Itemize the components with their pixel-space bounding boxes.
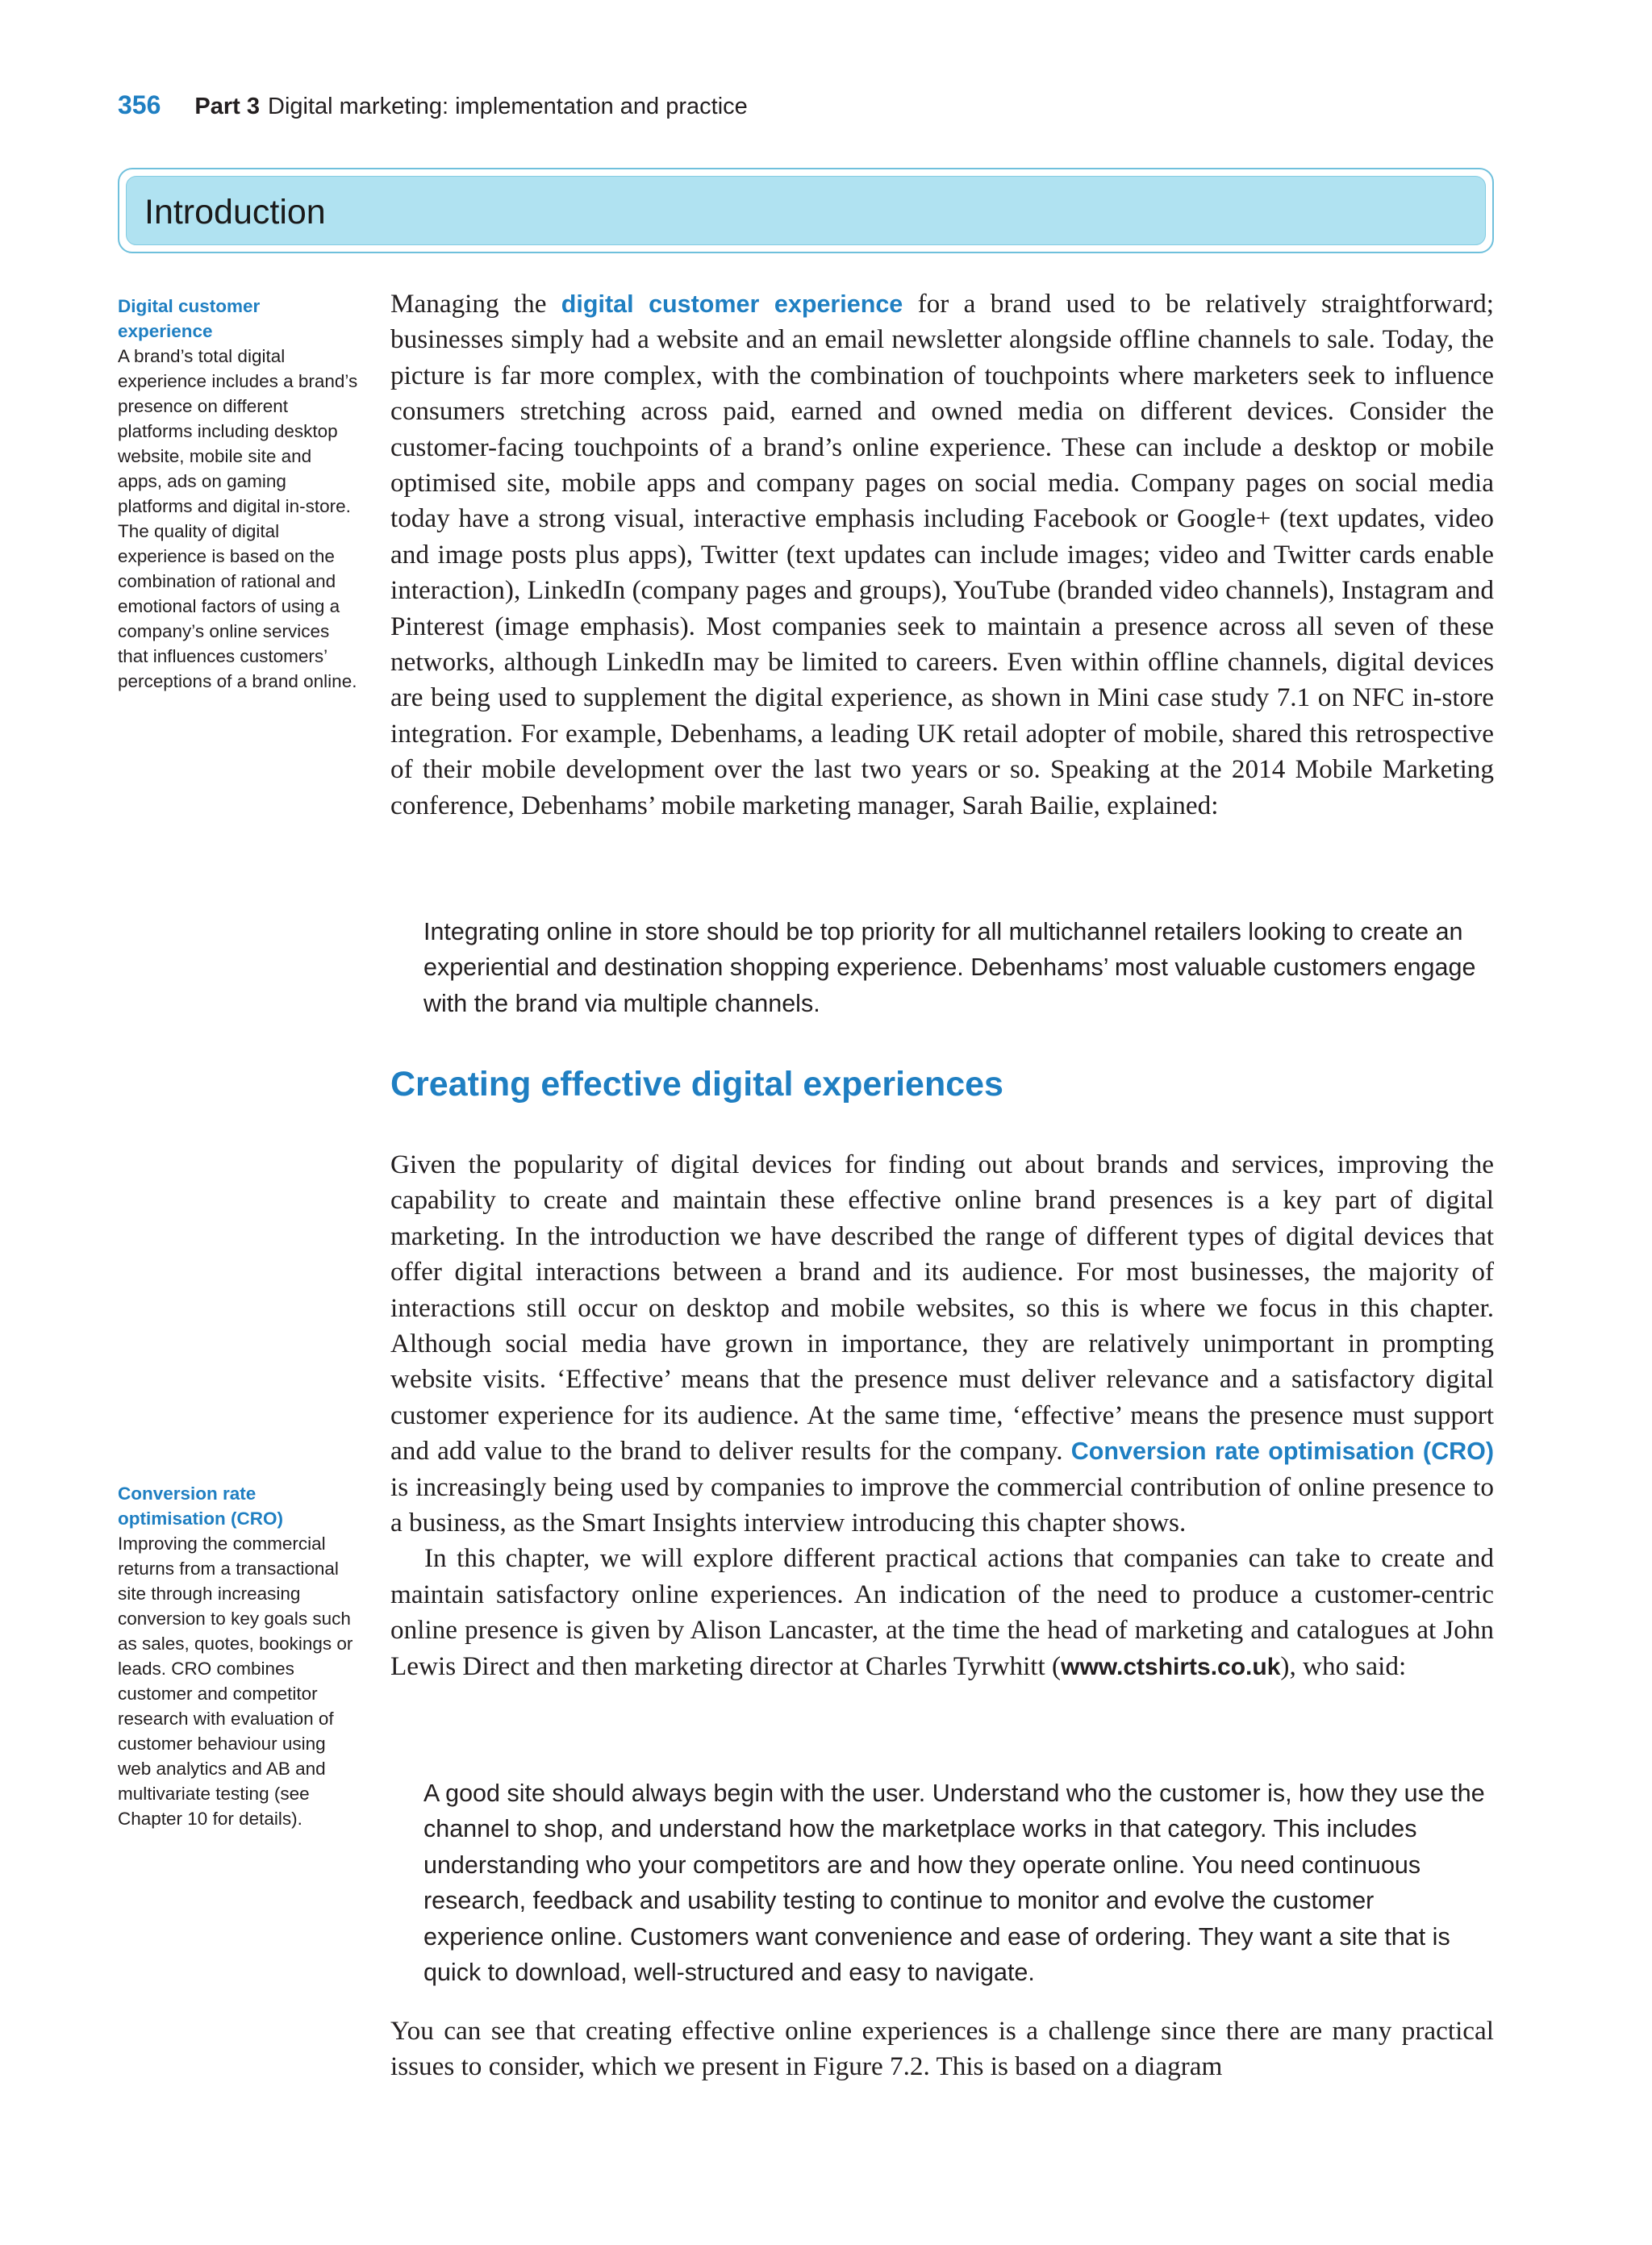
margin-note-cro: [118, 1481, 360, 1831]
closing-paragraph: [390, 2013, 1494, 2085]
introduction-banner: [118, 168, 1494, 253]
intro-paragraph: [390, 286, 1494, 824]
section-heading: Creating effective digital experiences: [390, 1065, 1003, 1104]
keyword-digital-customer-experience: digital customer experience: [561, 290, 903, 318]
keyword-cro: Conversion rate optimisation (CRO): [1070, 1438, 1495, 1466]
introduction-title: Introduction: [144, 193, 326, 232]
margin-note-definition: A brand’s total digital experience includes a brand’s presence on different platforms including desktop website, mobile site and apps, ads on gaming platforms and digital in-store. The quality of digital experience is based on the combination of rational and emotional factors of using a company’s online services that influences customers’ perceptions of a brand online.: [118, 346, 358, 691]
margin-note-digital-customer-experience: [118, 294, 360, 694]
intro-text-start: Managing the: [390, 289, 561, 319]
margin-note-definition: Improving the commercial returns from a transactional site through increasing conversion to key goals such as sales, quotes, bookings or leads. CRO combines customer and competitor research with evaluation of customer behaviour using web analytics and AB and multivariate testing (see Chapter 10 for details).: [118, 1534, 353, 1829]
section-text-start: Given the popularity of digital devices for finding out about brands and services, improving the capability to create and maintain these effective online brand presences is a key part of digital marketing. In the introduction we have described the range of different types of digital devices that offer digital interactions between a brand and its audience. For most businesses, the majority of interactions still occur on desktop and mobile websites, so this is where we focus in this chapter. Although social media have grown in importance, they are relatively unimportant in prompting website visits. ‘Effective’ means that the presence must deliver relevance and a satisfactory digital customer experience for its audience. At the same time, ‘effective’ means the presence must support and add value to the brand to deliver results for the company.: [390, 1150, 1494, 1467]
section-body: [390, 1147, 1494, 1685]
ctshirts-url: www.ctshirts.co.uk: [1061, 1653, 1281, 1680]
section-text-2-start: In this chapter, we will explore different practical actions that companies can take to create and maintain satisfactory online experiences. An indication of the need to produce a customer-centric online presence is given by Alison Lancaster, at the time the head of marketing and catalogues at John Lewis Direct and then marketing director at Charles Tyrwhitt (: [390, 1543, 1494, 1681]
quote-alison-lancaster: A good site should always begin with the user. Understand who the customer is, how they use the channel to shop, and understand how the marketplace works in that category. This includes understanding who your competitors are and how they operate online. You need continuous research, feedback and usability testing to continue to monitor and evolve the customer experience online. Customers want convenience and ease of ordering. They want a site that is quick to download, well-structured and easy to navigate.: [423, 1780, 1485, 1987]
part-title: Digital marketing: implementation and practice: [268, 94, 748, 119]
intro-text-rest: for a brand used to be relatively straightforward; businesses simply had a website and an email newsletter alongside offline channels to sale. Today, the picture is far more complex, with the combination of touchpoints where marketers seek to influence consumers stretching across paid, earned and owned media on different devices. Consider the customer-facing touchpoints of a brand’s online experience. These can include a desktop or mobile optimised site, mobile apps and company pages on social media. Company pages on social media today have a strong visual, interactive emphasis including Facebook or Google+ (text updates, video and image posts plus apps), Twitter (text updates can include images; video and Twitter cards enable interaction), LinkedIn (company pages and groups), YouTube (branded video channels), Instagram and Pinterest (image emphasis). Most companies seek to maintain a presence across all seven of these networks, although LinkedIn may be limited to careers. Even within offline channels, digital devices are being used to supplement the digital experience, as shown in Mini case study 7.1 on NFC in-store integration. For example, Debenhams, a leading UK retail adopter of mobile, shared this retrospective of their mobile development over the last two years or so. Speaking at the 2014 Mobile Marketing conference, Debenhams’ mobile marketing manager, Sarah Bailie, explained:: [390, 289, 1494, 820]
introduction-banner-fill: [126, 176, 1486, 245]
section-text-2-end: ), who said:: [1280, 1650, 1407, 1681]
running-header: [118, 90, 748, 127]
closing-text: You can see that creating effective online experiences is a challenge since there are many practical issues to consider, which we present in Figure 7.2. This is based on a diagram: [390, 2016, 1494, 2082]
margin-note-term: Digital customer experience: [118, 296, 261, 341]
margin-note-term: Conversion rate optimisation (CRO): [118, 1483, 283, 1529]
page-number: 356: [118, 90, 161, 119]
quote-debenhams: Integrating online in store should be top priority for all multichannel retailers looking to create an experiential and destination shopping experience. Debenhams’ most valuable customers engage with the brand via multiple channels.: [423, 918, 1476, 1017]
part-label: Part 3: [194, 94, 260, 119]
section-text-rest: is increasingly being used by companies to improve the commercial contribution of online presence to a business, as the Smart Insights interview introducing this chapter shows.: [390, 1471, 1494, 1538]
